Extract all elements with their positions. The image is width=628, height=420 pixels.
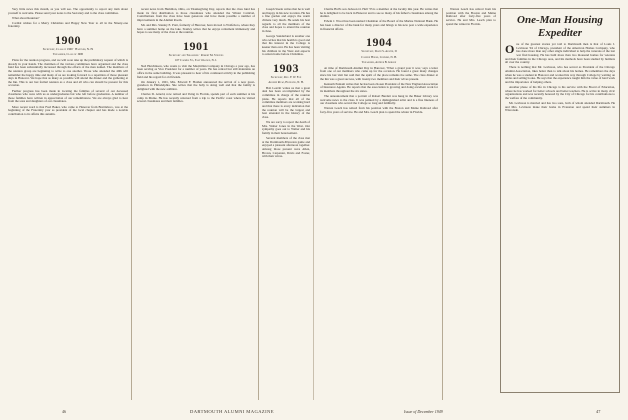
feature-paragraph: Mr. Levinson is married and has two sons, both of whom attended Dartmouth. He and Mrs. Levinson make their home in Evanston and spend their summers in Wisconsin. [505, 101, 615, 113]
class-address-line: Cannon House, Cornish, N. H. [361, 54, 397, 59]
column-4 [320, 8, 438, 400]
class-note-paragraph: Charles D. Arnold, now retired and living in Florida, spends part of each summer at his camp in Maine. He has recently returned from a trip to the Pacific coast where he visited several classmates and their families. [137, 92, 255, 104]
class-note-paragraph: Plans for the reunion progress, and we will soon take up the preliminary request of which is already in your hands. The chairmen of the various committees have organized and the class fund has been substantially increased through the efforts of the men named. The members of the reunion group are beginning to write to one another. Those who attended the 40th will remember the happy time and many of us are looking forward to a repetition of those pleasant days in Hanover. We hope that as many as possible will attend the dinner and the gathering at the Inn. This is our last formal reunion as a class and all who can should be present for this occasion. [8, 57, 128, 88]
class-note-paragraph: More recent word is that Fred Baker, who came to Hanover from Brattleboro, was at the beginning of the Fraternity year as president of the local chapter and has made a notable contribution to its affairs this autumn. [8, 104, 128, 116]
page-number-left: 46 [62, 409, 66, 414]
class-note-paragraph: We are sorry to report the death of Mrs. Walter Jones in the West. Our sympathy goes out to Walter and his family in their bereavement. [262, 120, 310, 135]
page-number-right: 47 [596, 409, 601, 414]
class-secretary-line: Secretary, Class of 1900 · Hanover, N. H. [42, 47, 94, 52]
column-rule [131, 8, 132, 400]
feature-headline: One-Man Housing Expediter [517, 14, 603, 39]
feature-lead-text: ne of the greatest stories yet told to Dartmouth men is that of Louis J. Levinson '04 of Chicago, president of the American Homes Company, who has done more than any other single individual to help the veterans of the last war find housing. He has built more than two thousand homes for veterans and their families in the Chicago area, and his methods have been studied by builders all over the country. [505, 42, 615, 65]
class-note-paragraph: Ned Hutchinson, who wants to visit the Macmillan Company in Chicago a year ago, has been serving as Vice President for a number of years. He has retired but still maintains an office in the same building. It was pleasant to hear of his continued activity in the publishing field and his regard for old friends. [137, 63, 255, 79]
class-address-line: Alumni Road, Hanover, N. H. [268, 80, 304, 85]
feature-article-box [500, 8, 620, 393]
class-note-paragraph: Further progress has been made in locating the families of several of our deceased classmates who were with us as undergraduates but who left before graduation. A number of those families have written in appreciation of our remembrance. We are always glad to hear from the sons and daughters of our classmates. [8, 88, 128, 104]
class-note-paragraph: George Sunderland is another one who writes that his health is good and that his interest in the College is keener than ever. He has been visiting his children in the West and expects to return home before Christmas. [262, 33, 310, 57]
class-secretary-line: Secretary and Treasurer · Robert M. Stevens [168, 52, 224, 57]
feature-paragraph: Another phase of his life in Chicago is his service with the Board of Education, where he has worked for better schools and better teachers. He is active in many civic organizations and was recently honored by the City of Chicago for his contributions to the welfare of the community. [505, 85, 615, 100]
column-2 [137, 8, 255, 400]
class-year-heading: 1903 [273, 60, 299, 75]
column-3 [262, 8, 310, 400]
class-secretary-line: Secretary, Rev. F. W. Fox [270, 74, 302, 79]
column-rule [258, 8, 259, 400]
column-1 [8, 8, 128, 400]
class-note-paragraph: Edwin J. Wood has been named Chairman of the Board of the Marine National Bank. He has been a director of the bank for many years and brings to his new post a wide experience in financial affairs. [320, 19, 438, 31]
class-address-line: 107 Cadmus St., East Orange, N. J. [175, 58, 217, 63]
class-treasurer-line: Treasurer, Class of 1900 [52, 52, 84, 57]
class-year-heading: 1901 [183, 38, 209, 53]
class-note-paragraph: Charlie Hall's son Jackson O. Hall '33 is a member of the faculty this year. He writes that he is delighted to be back in Hanover and to see so many of his father's classmates among the alumni. [320, 8, 438, 19]
class-note-paragraph: The announcement that a portrait of Robert Burdett was hung in the Baker Library was welcome news to the class. It was painted by a distinguished artist and is a fine likeness of our classmate who served the College so long and faithfully. [320, 93, 438, 106]
class-note-paragraph: Warren Leach has retired from his position with the Boston and Maine Railroad after forty-five years of service. He and Mrs. Leach plan to spend the winter in Florida. [446, 8, 496, 26]
class-note-paragraph: Several members of the class met at the Dartmouth-Princeton game and enjoyed a pleasant afternoon together. Among those present were Allen, Brown, Carpenter, Davis and Foster, with their wives. [262, 136, 310, 159]
drop-cap: O [505, 42, 515, 56]
issue-date-footer: Issue of December 1949 [404, 409, 443, 414]
column-rule [442, 8, 443, 400]
class-note-paragraph: Joseph Steele writes that he is well and happy in his new location. He has a fine garden and enjoys the warm climate very much. He sends his best regards to all the members of the class and hopes to attend the reunion in June. [262, 8, 310, 33]
class-note-paragraph: At time of Dartmouth Alumni Day in Hanover, 'What a grand year it was,' says a letter from one of our members who came up for the occasion. He found a great many changes since his last visit but said that the spirit of the place remains the same. The class dinner at the Inn was a great success, with twenty-two members and their wives present. [320, 65, 438, 81]
class-note-paragraph: Bob Leavitt writes us that a great deal has been accomplished by the committee in charge of the reunion plans. He reports that all of the committee members are working hard and that there is every indication that the reunion will be the largest and best attended in the history of the class. [262, 85, 310, 119]
page-gutter [313, 8, 314, 400]
class-secretary-line: Secretary, David S. Austin, II [361, 49, 397, 54]
class-note-paragraph: Mr. and Mrs. Stanley E. Pratt, formerly of Hanover, have moved to Wolfeboro, where they have a summer home on the lake. Stanley writes that he enjoys retirement immensely and hopes to see many of the class at the reunion. [137, 23, 255, 35]
feature-paragraph: There is nothing that Mr. Levinson, who has served as President of the Chicago Alumni Association, likes better than to talk about his homes. He remembers the days when he was a student in Hanover and worked his way through College by waiting on tables and selling books. He says that the experience taught him the value of hard work and the importance of helping others. [505, 65, 615, 84]
class-year-heading: 1904 [366, 35, 392, 50]
class-treasurer-line: Treasurer, Arthur B. Gibson [361, 60, 397, 65]
column-5-continuation [446, 8, 496, 400]
class-note-paragraph: recent news from Hamilton, Ohio, on Thanksgiving Day, reports that the class fund has made its first distribution to those classmates who attended the Winter Carnival. Contributions from the class have been generous and have made possible a number of improvements in the Alumni Room. [137, 8, 255, 22]
feature-article [500, 8, 620, 400]
intro-paragraph: Very little news this month, as you will see. The opportunity to report any item about yourself is welcome. Please send your notes to the Secretary and to the class committee. [8, 8, 128, 15]
magazine-title-footer: DARTMOUTH ALUMNI MAGAZINE [190, 409, 274, 414]
class-year-heading: 1900 [55, 33, 81, 48]
class-note-paragraph: On January 1, 1901, Mrs. Edward F. Holden announced the arrival of a new great-grandson in Philadelphia. She writes that the baby is doing well and that the family is delighted with the new addition. [137, 79, 255, 92]
class-note-paragraph: Warren Leach has retired from his position with the Boston and Maine Railroad after forty-five years of service. He and Mrs. Leach plan to spend the winter in Florida. [320, 106, 438, 114]
intro-paragraph-3: Cordial wishes for a Merry Christmas and Happy New Year to all in the Ninety-one fraternity. [8, 20, 128, 29]
intro-paragraph-2: What about Reunion? [12, 15, 40, 20]
class-note-paragraph: Kenneth Putnam writes that he has been chosen President of the New England Association of Insurance Agents. He reports that the association is growing and doing excellent work for its members throughout the six states. [320, 81, 438, 93]
feature-lead-paragraph [505, 43, 615, 65]
